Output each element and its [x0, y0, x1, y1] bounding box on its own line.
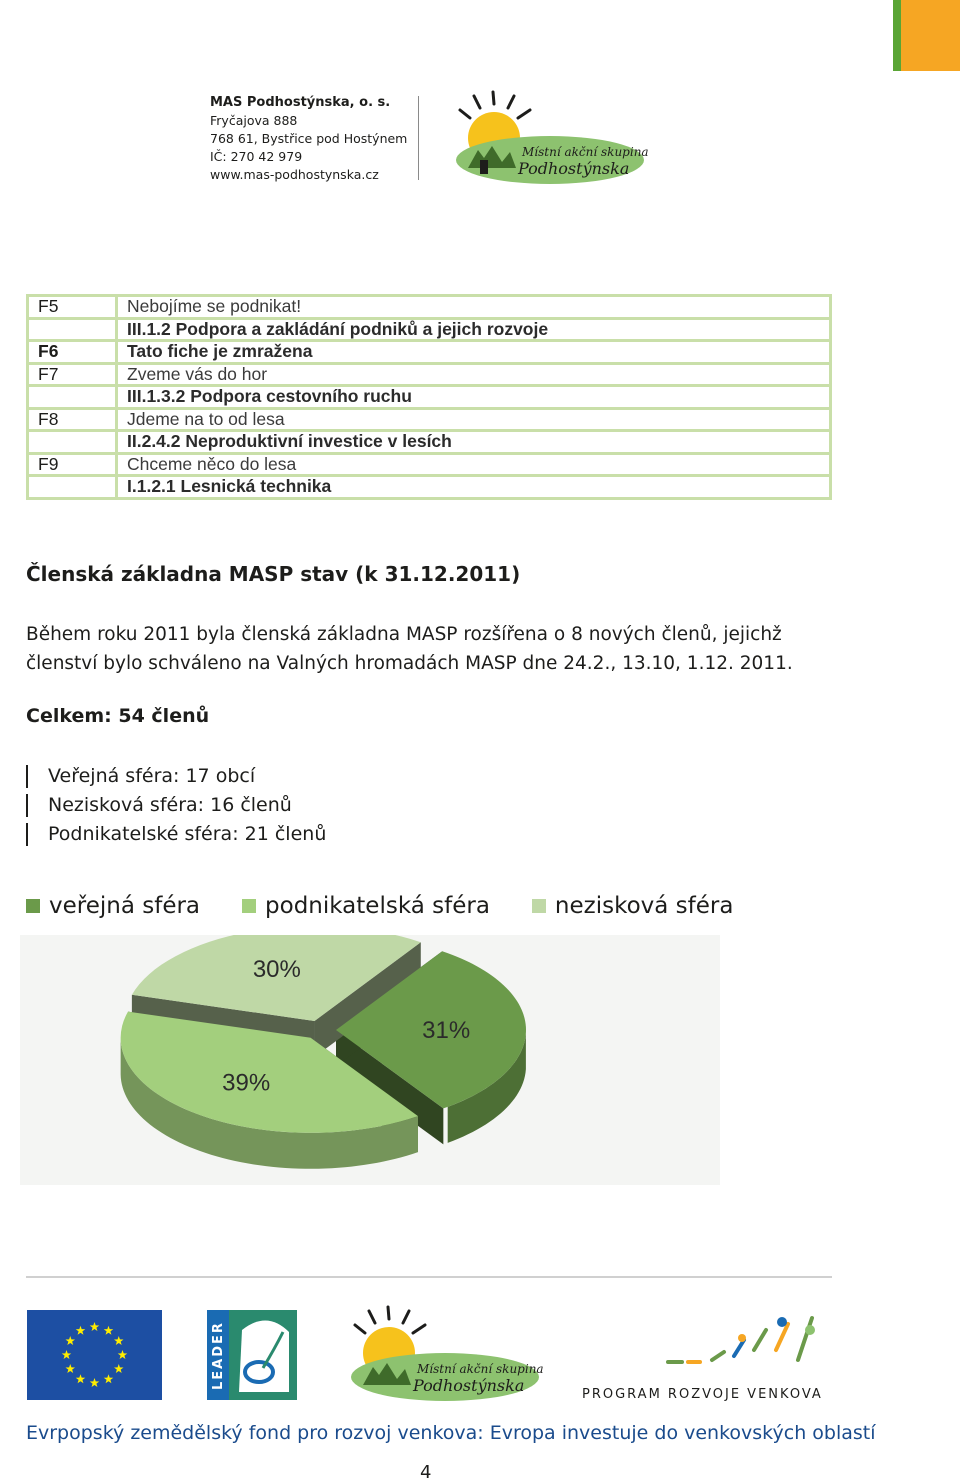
bullet-text: Veřejná sféra: 17 obcí	[48, 765, 256, 787]
fiche-text: III.1.2 Podpora a zakládání podniků a jejich rozvoje	[117, 318, 831, 341]
fiche-code	[28, 386, 117, 409]
membership-pie-chart	[20, 935, 720, 1185]
table-row	[28, 363, 831, 386]
program-text: PROGRAM ROZVOJE VENKOVA	[582, 1387, 823, 1402]
legend-swatch	[242, 899, 256, 913]
fiche-table	[26, 294, 832, 500]
section-title: Členská základna MASP stav (k 31.12.2011)	[26, 562, 521, 586]
chart-legend	[26, 893, 775, 919]
table-row	[28, 296, 831, 319]
table-row	[28, 386, 831, 409]
mas-podhostynska-logo	[450, 90, 650, 190]
footer-divider	[26, 1276, 832, 1278]
pie-data-label: 31%	[422, 1016, 471, 1044]
logo-text-line1: Místní akční skupina	[522, 145, 649, 159]
address-ic: IČ: 270 42 979	[210, 149, 303, 164]
bullet-bar	[26, 794, 28, 817]
pie-data-label: 39%	[222, 1069, 271, 1097]
fiche-code: F5	[28, 296, 117, 319]
legend-label: veřejná sféra	[49, 893, 201, 919]
bullet-bar	[26, 765, 28, 788]
fiche-code: F7	[28, 363, 117, 386]
table-row	[28, 431, 831, 454]
fiche-text: Zveme vás do hor	[117, 363, 831, 386]
leader-text: LEADER	[211, 1321, 226, 1390]
bullet-text: Podnikatelské sféra: 21 členů	[48, 823, 327, 845]
bullet-bar	[26, 823, 28, 846]
pie-data-label: 30%	[252, 956, 301, 984]
fiche-text: III.1.3.2 Podpora cestovního ruchu	[117, 386, 831, 409]
logo-text-line2: Podhostýnska	[413, 1376, 525, 1395]
fiche-text: II.2.4.2 Neproduktivní investice v lesích	[117, 431, 831, 454]
website-link[interactable]: www.mas-podhostynska.cz	[210, 167, 379, 182]
fiche-text: Tato fiche je zmražena	[117, 341, 831, 364]
leader-logo	[207, 1310, 297, 1400]
fiche-code	[28, 476, 117, 499]
address-city: 768 61, Bystřice pod Hostýnem	[210, 131, 408, 146]
table-row	[28, 341, 831, 364]
fiche-text: Jdeme na to od lesa	[117, 408, 831, 431]
header-divider	[418, 96, 419, 180]
table-row	[28, 476, 831, 499]
fiche-code: F6	[28, 341, 117, 364]
fiche-text: Chceme něco do lesa	[117, 453, 831, 476]
section-paragraph: Během roku 2011 byla členská základna MASP rozšířena o 8 nových členů, jejichž členství bylo schváleno na Valných hromadách MASP dne 24.2., 13.10, 1.12. 2011.	[26, 624, 793, 674]
org-name: MAS Podhostýnska, o. s.	[210, 95, 391, 110]
legend-item	[532, 893, 734, 919]
address-street: Fryčajova 888	[210, 113, 298, 128]
corner-accent-green	[893, 0, 901, 71]
legend-item	[242, 893, 490, 919]
members-total: Celkem: 54 členů	[26, 705, 210, 727]
fiche-code: F8	[28, 408, 117, 431]
mas-podhostynska-logo-footer	[340, 1305, 550, 1405]
program-rozvoje-venkova-logo	[582, 1310, 832, 1405]
corner-accent-orange	[901, 0, 960, 71]
header-address	[210, 94, 407, 184]
logo-text-line1: Místní akční skupina	[417, 1362, 544, 1376]
table-row	[28, 318, 831, 341]
fiche-code	[28, 318, 117, 341]
fiche-code: F9	[28, 453, 117, 476]
eafrd-text: Evrpopský zemědělský fond pro rozvoj venkova: Evropa investuje do venkovských oblastí	[26, 1422, 876, 1444]
list-item	[26, 820, 326, 849]
legend-swatch	[26, 899, 40, 913]
fiche-text: I.1.2.1 Lesnická technika	[117, 476, 831, 499]
logo-text-line2: Podhostýnska	[518, 159, 630, 178]
table-row	[28, 453, 831, 476]
legend-item	[26, 893, 200, 919]
legend-label: podnikatelská sféra	[265, 893, 490, 919]
page-number: 4	[420, 1462, 432, 1483]
list-item	[26, 762, 326, 791]
legend-label: nezisková sféra	[554, 893, 734, 919]
table-row	[28, 408, 831, 431]
list-item	[26, 791, 326, 820]
eu-flag-icon	[27, 1310, 162, 1400]
members-breakdown	[26, 762, 326, 849]
fiche-code	[28, 431, 117, 454]
bullet-text: Nezisková sféra: 16 členů	[48, 794, 292, 816]
fiche-text: Nebojíme se podnikat!	[117, 296, 831, 319]
legend-swatch	[532, 899, 546, 913]
